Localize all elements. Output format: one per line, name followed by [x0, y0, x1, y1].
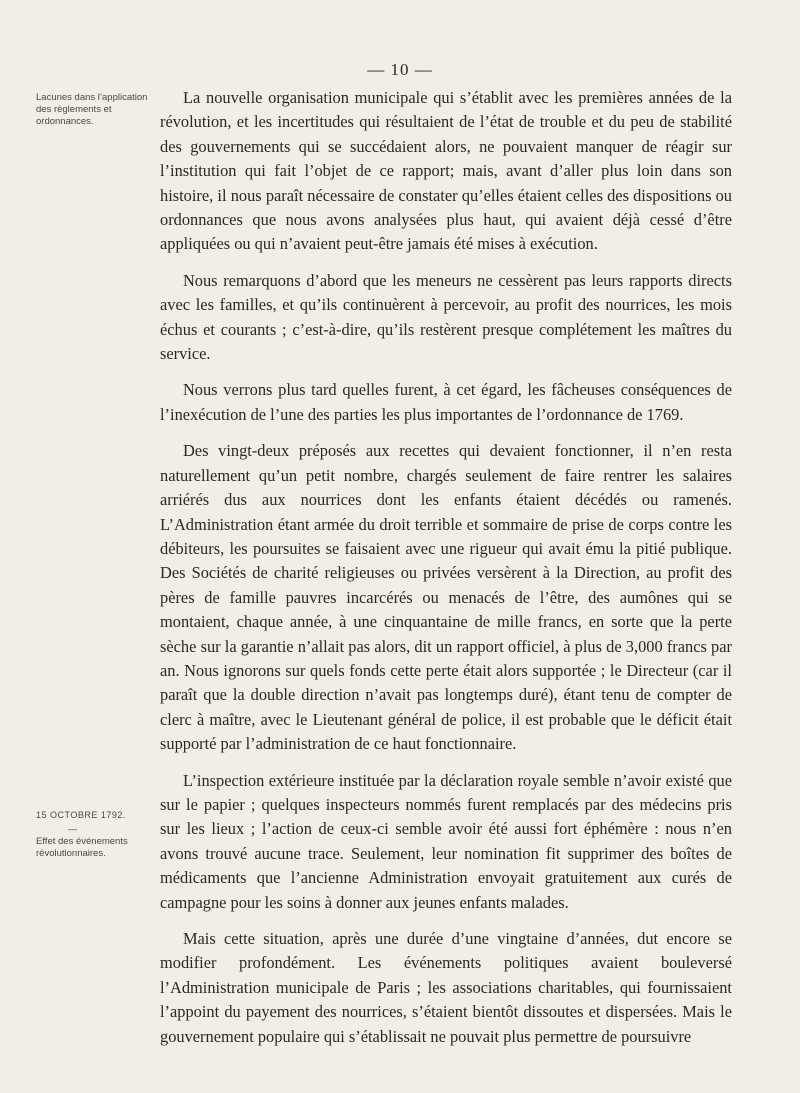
paragraph: Mais cette situation, après une durée d’une vingtaine d’années, dut encore se modifier profondément. Les événements politiques avaient bouleversé l’Administration municipale de Paris ; les associations charitables, qui fournissaient l’appoint du payement des nourrices, s’étaient bientôt dissoutes et dispersées. Mais le gouvernement populaire qui s’établissait ne pouvait plus permettre de poursuivre — [160, 929, 732, 1046]
margin-note-effet: Effet des événements révolutionnaires. — [36, 836, 128, 859]
margin-note-dash: — — [68, 824, 77, 834]
paragraph: Nous remarquons d’abord que les meneurs ne cessèrent pas leurs rapports directs avec les familles, et qu’ils continuèrent à percevoir, au profit des nourrices, les mois échus et courants ; c’est-à-dire, qu’ils restèrent presque complétement les maîtres du service. — [160, 270, 732, 364]
paragraph: La nouvelle organisation municipale qui s’établit avec les premières années de la révolution, et les incertitudes qui résultaient de l’état de trouble et du peu de stabilité des gouvernements qui se succédaient alors, ne pouvaient manquer de réagir sur l’institution qui fait l’objet de ce rapport; mais, avant d’aller plus loin dans son histoire, il nous paraît nécessaire de constater qu’elles étaient celles des dispositions ou ordonnances que nous avons analysées plus haut, qui avaient déjà cessé d’être appliquées ou qui n’avaient peut-être jamais été mises à exécution. — [160, 88, 732, 254]
paragraph: Des vingt-deux préposés aux recettes qui devaient fonctionner, il n’en resta naturellement qu’un petit nombre, chargés seulement de faire rentrer les salaires arriérés dus aux nourrices dont les enfants étaient décédés ou ramenés. L’Administration étant armée du droit terrible et sommaire de prise de corps contre les débiteurs, les poursuites se faisaient avec une rigueur qui avait ému la pitié publique. Des Sociétés de charité religieuses ou privées versèrent à la Direction, au profit des pères de famille pauvres incarcérés ou menacés de l’être, des aumônes qui se montaient, chaque année, à une cinquantaine de mille francs, en sorte que la perte sèche sur la garantie n’allait pas alors, dit un rapport officiel, à plus de 3,000 francs par an. Nous ignorons sur quels fonds cette perte était alors supportée ; le Directeur (car il paraît que la double direction n’avait pas longtemps duré), étant tenu de compter de clerc à maître, avec le Lieutenant général de police, il est probable que le déficit était supporté par l’administration de ce haut fonctionnaire. — [160, 441, 732, 754]
paragraph: Nous verrons plus tard quelles furent, à cet égard, les fâcheuses conséquences de l’inexécution de l’une des parties les plus importantes de l’ordonnance de 1769. — [160, 380, 732, 424]
body-text — [160, 86, 732, 1061]
margin-note-lacunes: Lacunes dans l’application des règlements et ordonnances. — [36, 92, 148, 127]
paragraph: L’inspection extérieure instituée par la déclaration royale semble n’avoir existé que sur le papier ; quelques inspecteurs nommés furent remplacés par des médecins pris sur les lieux ; l’action de ceux-ci semble avoir été aussi fort éphémère : nous n’en avons trouvé aucune trace. Seulement, leur nomination fit supprimer des boîtes de médicaments que l’ancienne Administration envoyait gratuitement aux curés de campagne pour les soins à donner aux jeunes enfants malades. — [160, 770, 732, 912]
margin-note-date: 15 OCTOBRE 1792. — [36, 810, 126, 820]
page-number: — 10 — — [367, 60, 433, 79]
